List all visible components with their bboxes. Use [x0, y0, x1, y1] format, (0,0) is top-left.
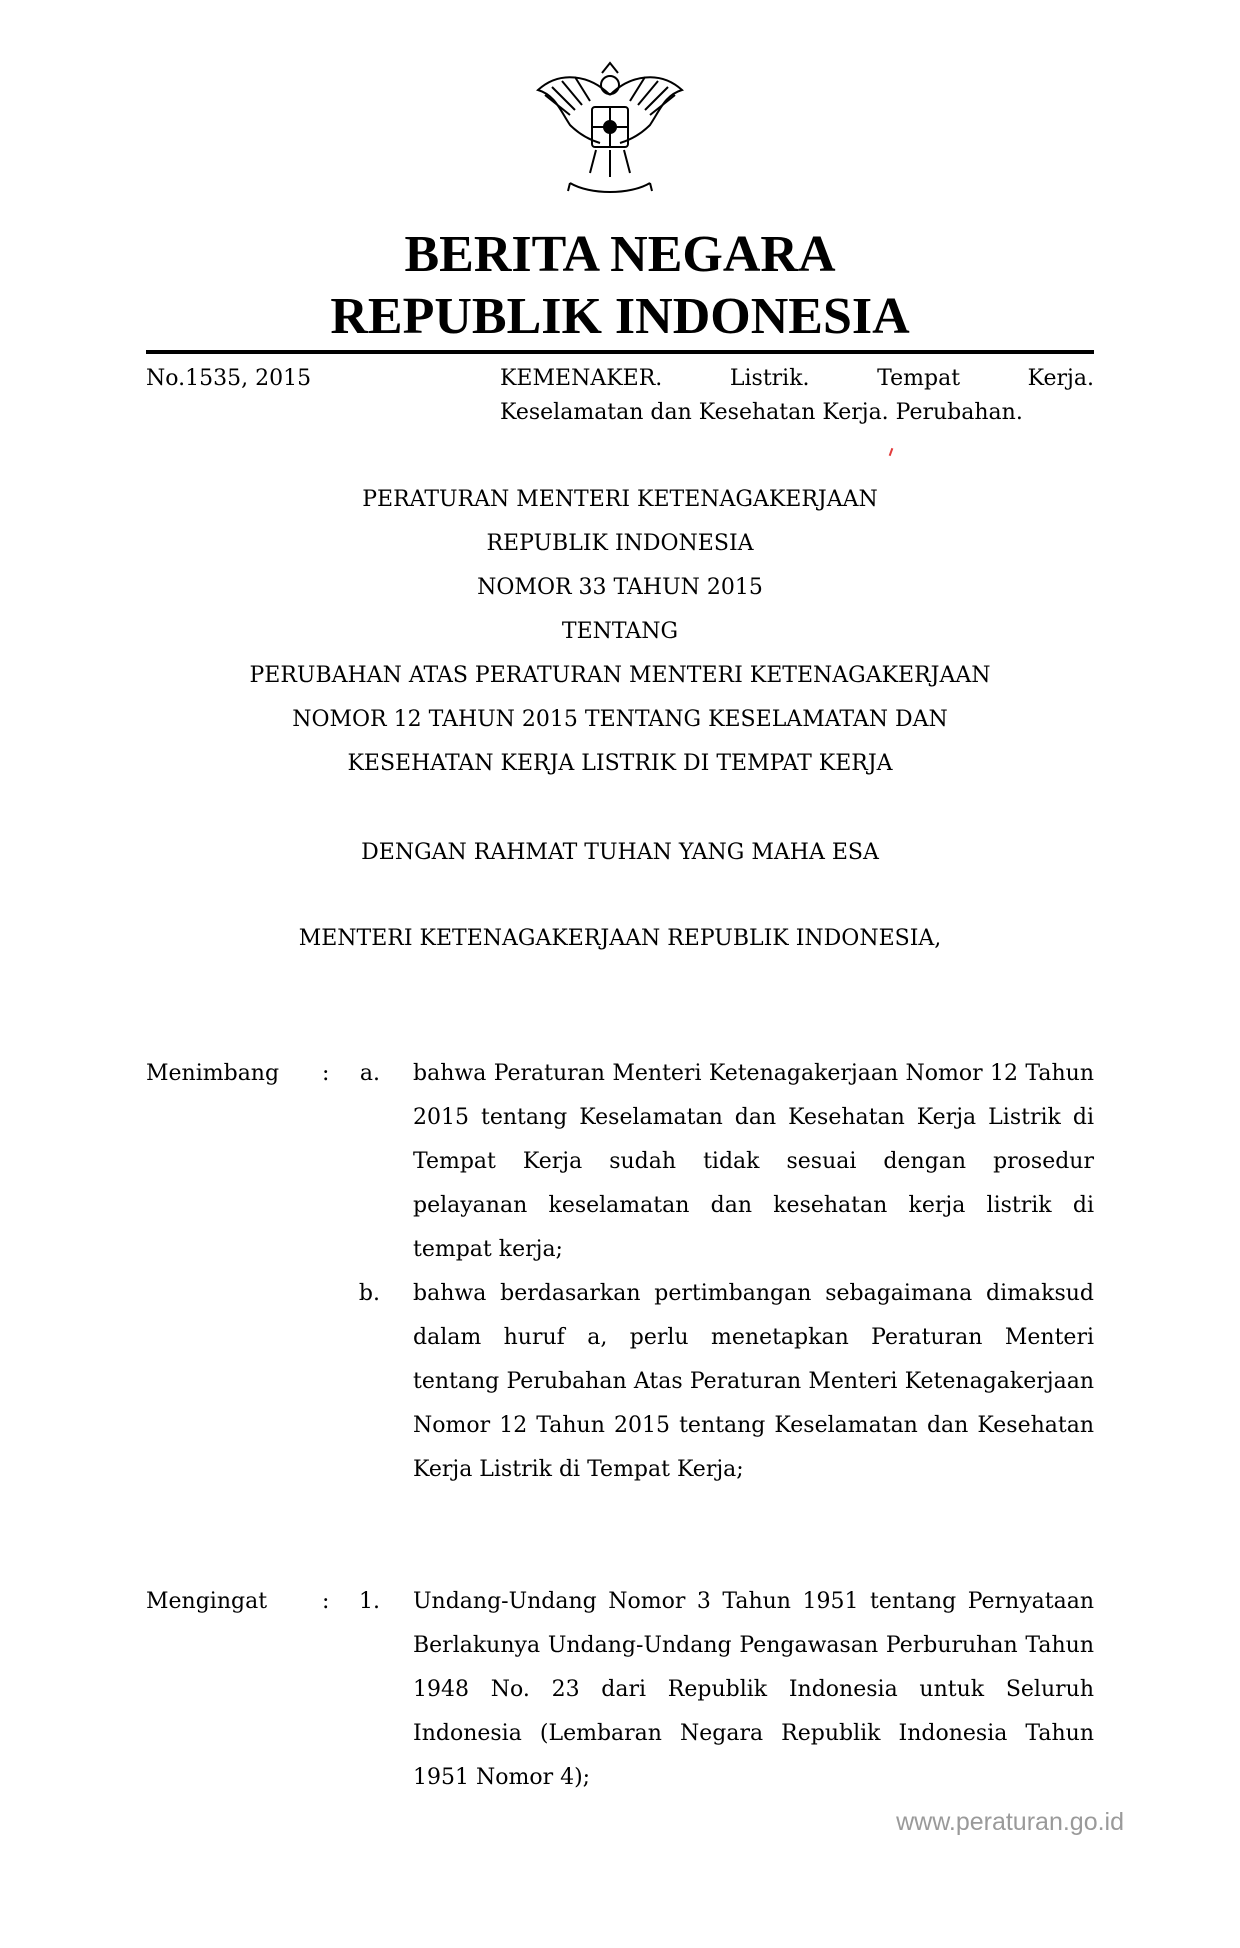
menimbang-item-b: bahwa berdasarkan pertimbangan sebagaimana dimaksud dalam huruf a, perlu menetapkan Peraturan Menteri tentang Perubahan Atas Peraturan Menteri Ketenagakerjaan Nomor 12 Tahun 2015 tentang Keselamatan dan Kesehatan Kerja Listrik di Tempat Kerja; — [413, 1281, 1094, 1482]
subject-line-2: Keselamatan dan Kesehatan Kerja. Perubahan. — [500, 400, 1023, 425]
item-marker: 1. — [359, 1589, 380, 1614]
masthead-title: BERITA NEGARA — [404, 226, 836, 283]
masthead-subtitle: REPUBLIK INDONESIA — [330, 288, 910, 345]
subject-word: Tempat — [877, 366, 961, 391]
title-line: NOMOR 12 TAHUN 2015 TENTANG KESELAMATAN DAN — [292, 707, 948, 732]
red-mark — [889, 448, 894, 456]
document-number: No.1535, 2015 — [146, 366, 312, 391]
item-marker: b. — [358, 1281, 380, 1306]
menimbang-item-a: bahwa Peraturan Menteri Ketenagakerjaan Nomor 12 Tahun 2015 tentang Keselamatan dan Kesehatan Kerja Listrik di Tempat Kerja sudah tidak sesuai dengan prosedur pelayanan keselamatan dan kesehatan kerja listrik di tempat kerja; — [413, 1061, 1094, 1262]
section-label-mengingat: Mengingat — [146, 1589, 268, 1614]
title-line: TENTANG — [561, 619, 679, 644]
subject-word: KEMENAKER. — [500, 366, 663, 391]
regulation-title — [146, 478, 1094, 786]
section-colon: : — [322, 1061, 330, 1086]
title-line: KESEHATAN KERJA LISTRIK DI TEMPAT KERJA — [347, 751, 893, 776]
subject-word: Listrik. — [729, 366, 810, 391]
section-colon: : — [322, 1589, 330, 1614]
subject-line-1 — [500, 362, 1094, 396]
document-subject — [500, 362, 1094, 430]
title-line: REPUBLIK INDONESIA — [486, 531, 754, 556]
mengingat-item-1: Undang-Undang Nomor 3 Tahun 1951 tentang Pernyataan Berlakunya Undang-Undang Pengawasan Perburuhan Tahun 1948 No. 23 dari Republik Indonesia untuk Seluruh Indonesia (Lembaran Negara Republik Indonesia Tahun 1951 Nomor 4); — [413, 1589, 1094, 1790]
title-line: PERUBAHAN ATAS PERATURAN MENTERI KETENAGAKERJAAN — [249, 663, 991, 688]
subject-word: Kerja. — [1027, 366, 1094, 391]
title-line: NOMOR 33 TAHUN 2015 — [477, 575, 763, 600]
footer-url[interactable]: www.peraturan.go.id — [896, 1808, 1124, 1836]
garuda-emblem-icon — [530, 55, 690, 215]
masthead-rule — [146, 350, 1094, 354]
section-label-menimbang: Menimbang — [146, 1061, 280, 1086]
title-line: PERATURAN MENTERI KETENAGAKERJAAN — [362, 487, 878, 512]
preamble-rahmat: DENGAN RAHMAT TUHAN YANG MAHA ESA — [361, 840, 879, 865]
preamble-menteri: MENTERI KETENAGAKERJAAN REPUBLIK INDONESIA, — [298, 926, 942, 951]
item-marker: a. — [359, 1061, 380, 1086]
